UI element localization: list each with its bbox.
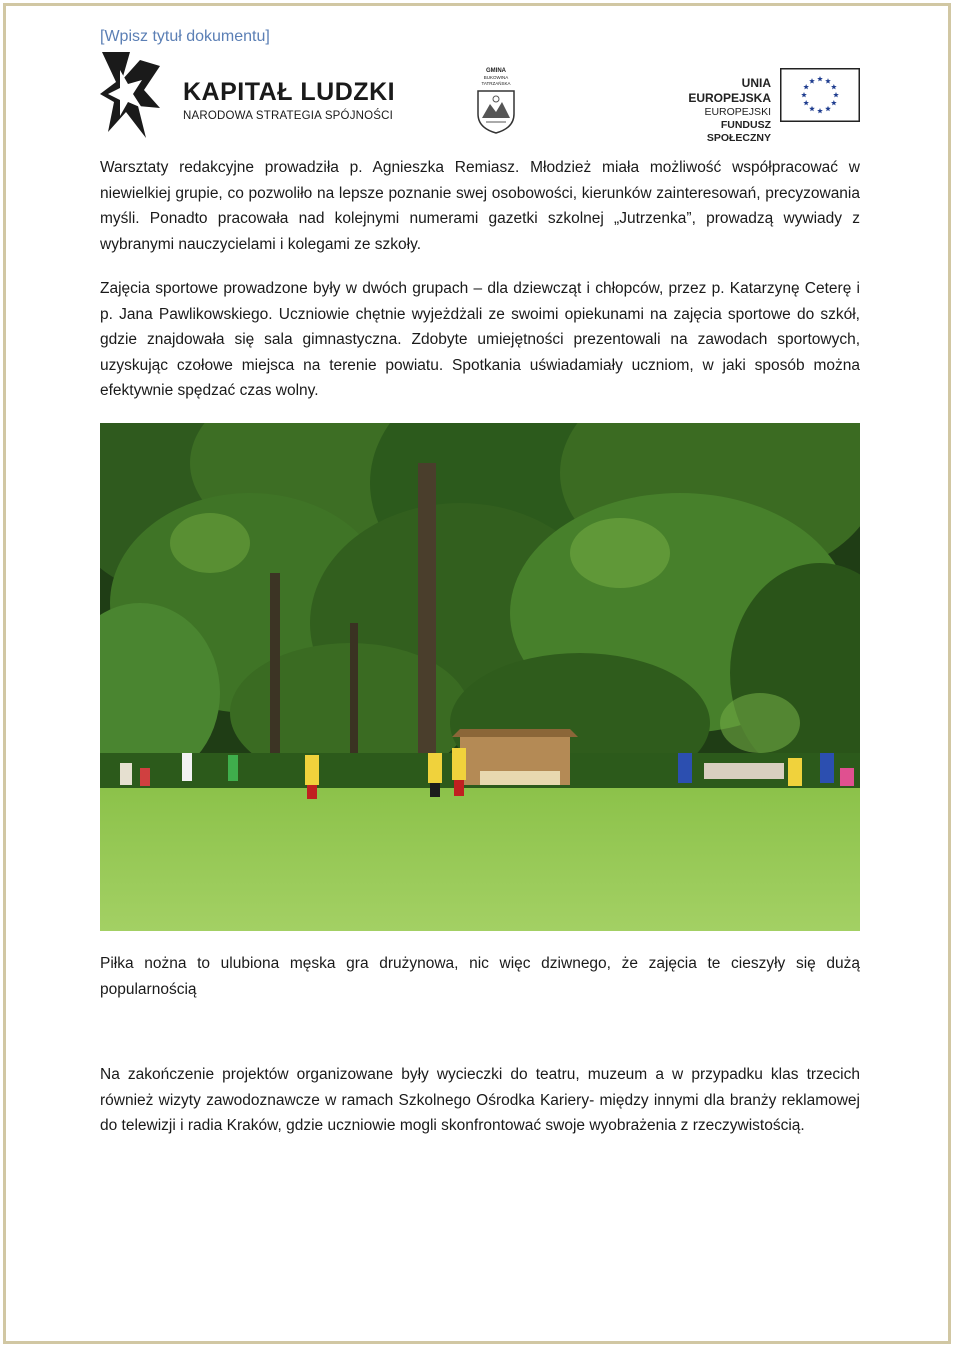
- paragraph-sports: Zajęcia sportowe prowadzone były w dwóch grupach – dla dziewcząt i chłopców, przez p. Katarzynę Ceterę i p. Jana Pawlikowskiego. Uczniowie chętnie wyjeżdżali ze swoimi opiekunami na zajęcia sportowe do szkół, gdzie znajdowała się sala gimnastyczna. Zdobyte umiejętności prezentowali na zawodach sportowych, uzyskując czołowe miejsca na terenie powiatu. Spotkania uświadamiały uczniom, w jaki sposób można efektywnie spędzać czas wolny.: [100, 280, 860, 399]
- kapital-ludzki-title: KAPITAŁ LUDZKI: [183, 78, 396, 106]
- paragraph-summary: Na zakończenie projektów organizowane były wycieczki do teatru, muzeum a w przypadku klas trzecich również wizyty zawodoznawcze w ramach Szkolnego Ośrodka Kariery- między innymi dla branży reklamowej do telewizji i radia Kraków, gdzie uczniowie mogli skonfrontować swoje wyobrażenia z rzeczywistością.: [100, 1066, 860, 1134]
- eu-fund-label-2: FUNDUSZ SPOŁECZNY: [706, 119, 771, 144]
- paragraph-football-caption: Piłka nożna to ulubiona męska gra drużynowa, nic więc dziwnego, że zajęcia te cieszyły się dużą popularnością: [100, 955, 860, 998]
- kapital-ludzki-logo-icon: [100, 50, 162, 140]
- gmina-crest-icon: [474, 88, 518, 134]
- gmina-logo: [470, 68, 522, 134]
- eu-flag-icon: [780, 68, 860, 122]
- logo-bar: [100, 48, 860, 144]
- gmina-label: GMINA: [486, 68, 506, 74]
- eu-text-block: [661, 76, 771, 145]
- football-field-photo: [100, 423, 860, 931]
- gmina-name: BUKOWINA TATRZAŃSKA: [481, 75, 511, 86]
- kapital-ludzki-subtitle: NARODOWA STRATEGIA SPÓJNOŚCI: [183, 110, 394, 122]
- paragraph-workshops: Warsztaty redakcyjne prowadziła p. Agnieszka Remiasz. Młodzież miała możliwość współpracować w niewielkiej grupie, co pozwoliło na lepsze poznanie swej osobowości, kierunków zainteresowań, precyzowania myśli. Ponadto pracowała nad kolejnymi numerami gazetki szkolnej „Jutrzenka”, prowadzą wywiady z wybranymi nauczycielami i kolegami ze szkoły.: [100, 159, 860, 253]
- eu-fund-label-1: EUROPEJSKI: [704, 106, 771, 118]
- eu-union-label: UNIA EUROPEJSKA: [688, 76, 771, 105]
- document-title[interactable]: [Wpisz tytuł dokumentu]: [100, 28, 270, 45]
